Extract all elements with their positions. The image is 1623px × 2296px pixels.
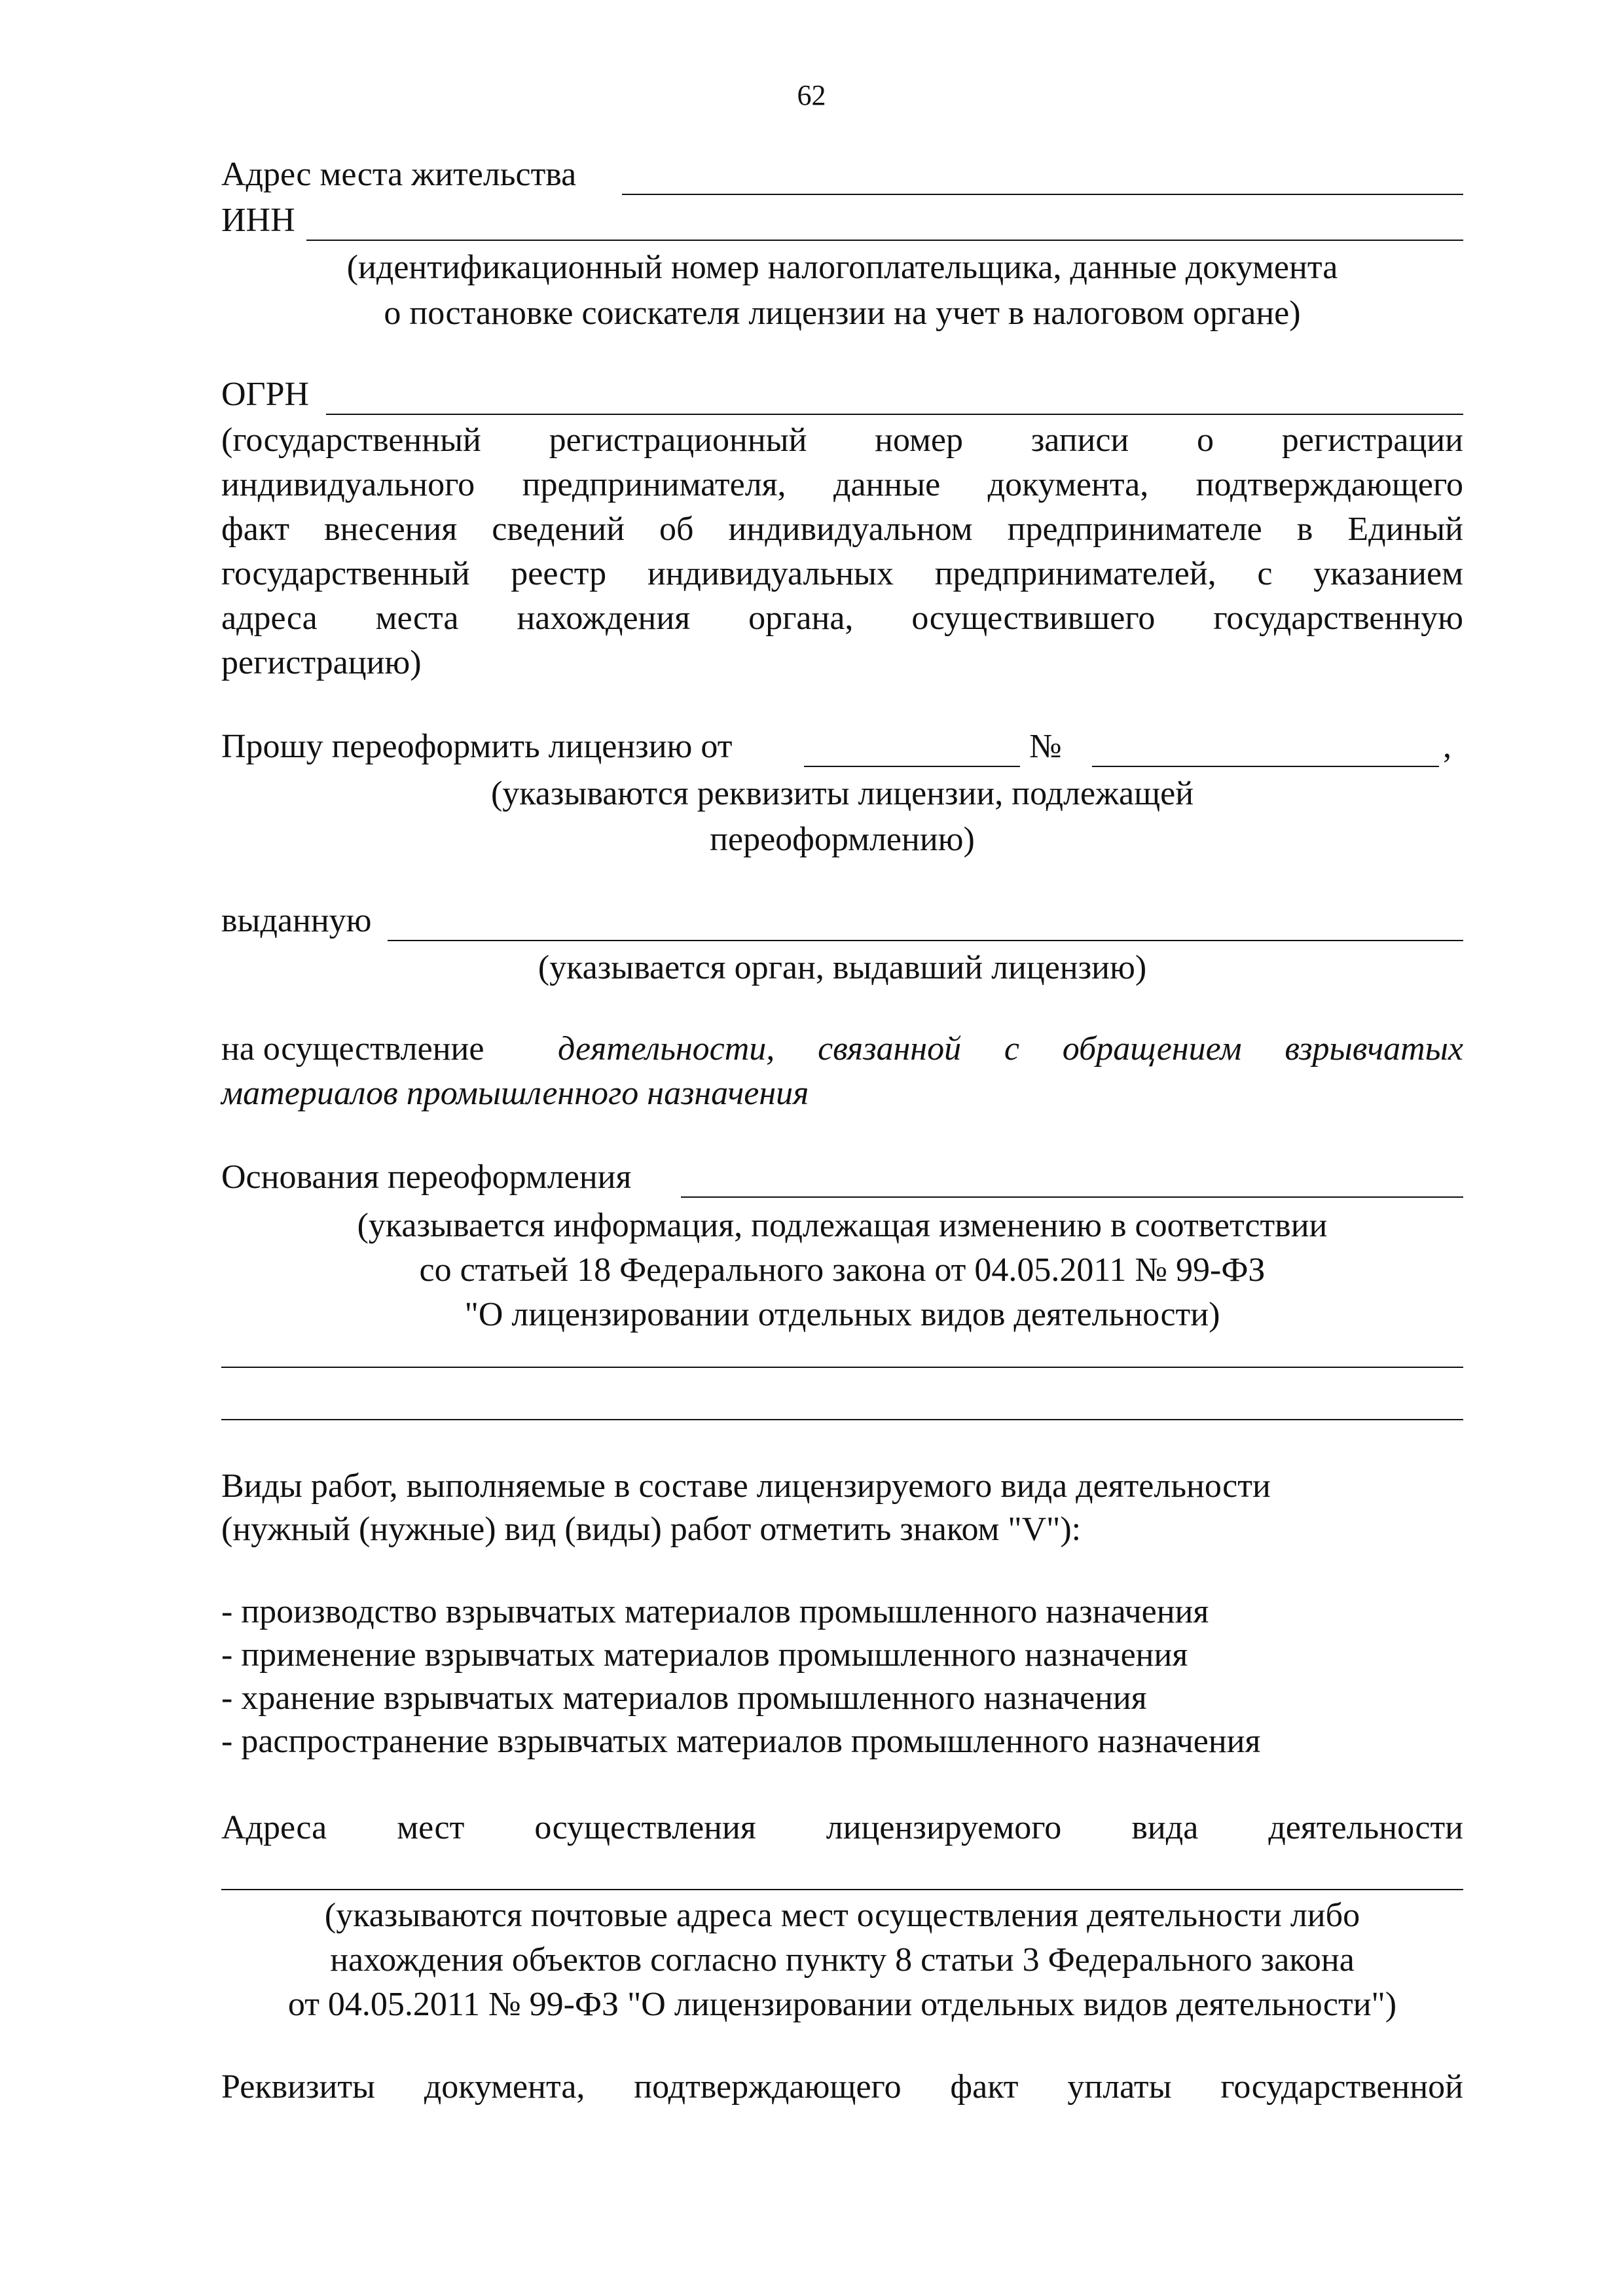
ogrn-note-line: индивидуального предпринимателя, данные документа, подтверждающего xyxy=(221,466,1463,503)
request-note-line: (указываются реквизиты лицензии, подлежащей xyxy=(490,775,1194,812)
activity-name-line: деятельности, связанной с обращением взрывчатых xyxy=(558,1030,1463,1067)
addresses-note-line: нахождения объектов согласно пункту 8 статьи 3 Федерального закона xyxy=(330,1941,1355,1979)
grounds-extra-field[interactable] xyxy=(221,1367,1463,1368)
grounds-note-line: "О лицензировании отдельных видов деятельности) xyxy=(464,1296,1220,1333)
ogrn-note-line: (государственный регистрационный номер записи о регистрации xyxy=(221,422,1463,459)
grounds-note-line: со статьей 18 Федерального закона от 04.05.2011 № 99-ФЗ xyxy=(419,1251,1266,1289)
request-note-line: переоформлению) xyxy=(710,821,975,858)
ogrn-note-line: государственный реестр индивидуальных предпринимателей, с указанием xyxy=(221,555,1463,592)
number-sign: № xyxy=(1029,728,1062,765)
issued-field[interactable] xyxy=(388,940,1463,941)
addresses-note-line: от 04.05.2011 № 99-ФЗ "О лицензировании отдельных видов деятельности") xyxy=(287,1986,1397,2023)
payment-line: Реквизиты документа, подтверждающего факт уплаты государственной xyxy=(221,2068,1463,2106)
ogrn-field[interactable] xyxy=(326,414,1463,415)
grounds-field[interactable] xyxy=(681,1196,1463,1198)
license-number-field[interactable] xyxy=(1092,766,1439,767)
activity-name-line: материалов промышленного назначения xyxy=(221,1075,809,1112)
addresses-field[interactable] xyxy=(221,1889,1463,1890)
issued-note: (указывается орган, выдавший лицензию) xyxy=(538,949,1147,986)
work-types-intro-line: Виды работ, выполняемые в составе лицензируемого вида деятельности xyxy=(221,1467,1271,1505)
page-number: 62 xyxy=(797,79,826,111)
ogrn-label: ОГРН xyxy=(221,376,310,413)
license-date-field[interactable] xyxy=(804,766,1020,767)
address-label: Адрес места жительства xyxy=(221,156,577,193)
grounds-note-line: (указывается информация, подлежащая изменению в соответствии xyxy=(357,1207,1328,1244)
ogrn-note-line: регистрацию) xyxy=(221,644,422,681)
inn-note-line: о постановке соискателя лицензии на учет в налоговом органе) xyxy=(384,295,1301,332)
work-type-item[interactable]: - применение взрывчатых материалов промышленного назначения xyxy=(221,1636,1188,1674)
request-label: Прошу переоформить лицензию от xyxy=(221,728,733,765)
grounds-extra-field[interactable] xyxy=(221,1419,1463,1420)
addresses-label: Адреса мест осуществления лицензируемого вида деятельности xyxy=(221,1809,1463,1846)
grounds-label: Основания переоформления xyxy=(221,1158,632,1196)
request-comma: , xyxy=(1443,728,1451,765)
activity-prefix: на осуществление xyxy=(221,1030,484,1067)
addresses-note-line: (указываются почтовые адреса мест осуществления деятельности либо xyxy=(324,1897,1360,1934)
issued-label: выданную xyxy=(221,902,372,939)
ogrn-note-line: адреса места нахождения органа, осуществившего государственную xyxy=(221,600,1463,637)
ogrn-note-line: факт внесения сведений об индивидуальном предпринимателе в Единый xyxy=(221,511,1463,548)
work-type-item[interactable]: - хранение взрывчатых материалов промышленного назначения xyxy=(221,1679,1147,1717)
work-types-intro-line: (нужный (нужные) вид (виды) работ отметить знаком "V"): xyxy=(221,1511,1082,1548)
work-type-item[interactable]: - производство взрывчатых материалов промышленного назначения xyxy=(221,1593,1209,1630)
inn-label: ИНН xyxy=(221,202,295,239)
address-field[interactable] xyxy=(622,194,1463,195)
work-type-item[interactable]: - распространение взрывчатых материалов промышленного назначения xyxy=(221,1723,1261,1760)
inn-note-line: (идентификационный номер налогоплательщика, данные документа xyxy=(346,249,1338,286)
inn-field[interactable] xyxy=(306,240,1463,241)
